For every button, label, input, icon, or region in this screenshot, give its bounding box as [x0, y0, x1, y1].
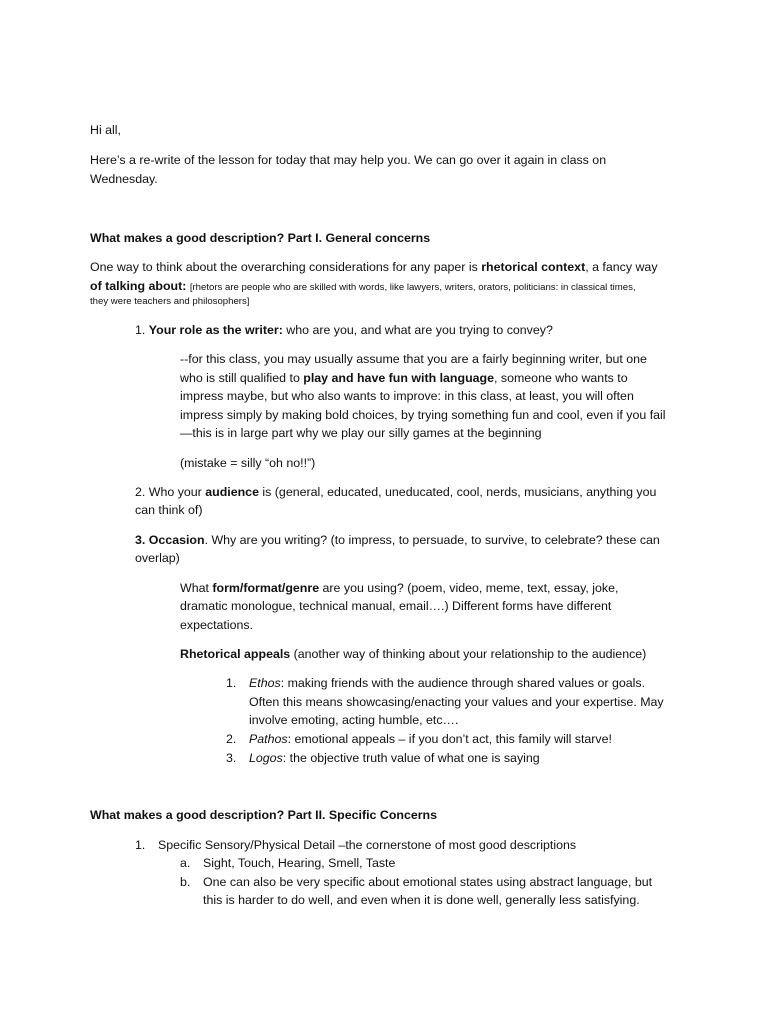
- form-line-1: What form/format/genre are you using? (poem, video, meme, text, essay, joke,: [180, 581, 619, 595]
- item2-line-2: can think of): [135, 503, 203, 517]
- appeal-ethos: Ethos: making friends with the audience through shared values or goals.: [249, 676, 646, 690]
- item1-sub-line-3: impress maybe, but who also wants to improve: in this class, at least, you will often: [180, 389, 634, 403]
- item1-sub-line-1: --for this class, you may usually assume that you are a fairly beginning writer, but one: [180, 352, 647, 366]
- intro-line-2: Wednesday.: [90, 172, 158, 186]
- item1-sub-line-5: —this is in large part why we play our silly games at the beginning: [180, 426, 542, 440]
- form-line-3: expectations.: [180, 618, 254, 632]
- item1-writer: 1. Your role as the writer: who are you, and what are you trying to convey?: [135, 323, 553, 337]
- item2-audience: 2. Who your audience is (general, educated, uneducated, cool, nerds, musicians, anything you: [135, 485, 657, 499]
- appeal-logos: Logos: the objective truth value of what one is saying: [249, 751, 540, 765]
- part2-sub-b-line-2: this is harder to do well, and even when it is done well, generally less satisfying.: [203, 893, 640, 907]
- appeal-pathos: Pathos: emotional appeals – if you don’t act, this family will starve!: [249, 732, 612, 746]
- part2-sub-a-text: Sight, Touch, Hearing, Smell, Taste: [203, 856, 396, 870]
- appeal-ethos-line-3: involve emoting, acting humble, etc….: [249, 713, 459, 727]
- part1-intro-line-1: One way to think about the overarching considerations for any paper is rhetorical context, a fancy way: [90, 260, 658, 274]
- item1-sub-line-4: impress simply by making bold choices, by trying something fun and cool, even if you fail: [180, 408, 666, 422]
- form-line-2: dramatic monologue, technical manual, email….) Different forms have different: [180, 599, 612, 613]
- part1-intro-line-3: they were teachers and philosophers]: [90, 296, 250, 307]
- part1-intro-line-2: of talking about: [rhetors are people who are skilled with words, like lawyers, writers, orators, politicians: in classical times,: [90, 279, 636, 293]
- item3-occasion: 3. Occasion. Why are you writing? (to impress, to persuade, to survive, to celebrate? these can: [135, 533, 660, 547]
- greeting: Hi all,: [90, 123, 121, 137]
- item1-sub-line-2: who is still qualified to play and have fun with language, someone who wants to: [180, 371, 628, 385]
- appeal-logos-number: 3.: [226, 751, 237, 765]
- appeal-pathos-number: 2.: [226, 732, 237, 746]
- part2-sub-b-text: One can also be very specific about emotional states using abstract language, but: [203, 875, 653, 889]
- item1-mistake: (mistake = silly “oh no!!”): [180, 456, 316, 470]
- appeal-ethos-line-2: Often this means showcasing/enacting your values and your expertise. May: [249, 695, 664, 709]
- appeals-heading: Rhetorical appeals (another way of thinking about your relationship to the audience): [180, 647, 647, 661]
- appeal-ethos-number: 1.: [226, 676, 237, 690]
- part2-sub-a-label: a.: [180, 856, 191, 870]
- part2-item1-number: 1.: [135, 838, 146, 852]
- part2-heading: What makes a good description? Part II. Specific Concerns: [90, 808, 438, 822]
- part1-heading: What makes a good description? Part I. General concerns: [90, 231, 431, 245]
- part2-sub-b-label: b.: [180, 875, 191, 889]
- intro-line-1: Here’s a re-write of the lesson for today that may help you. We can go over it again in class on: [90, 153, 607, 167]
- item3-line-2: overlap): [135, 551, 180, 565]
- part2-item1-text: Specific Sensory/Physical Detail –the cornerstone of most good descriptions: [158, 838, 577, 852]
